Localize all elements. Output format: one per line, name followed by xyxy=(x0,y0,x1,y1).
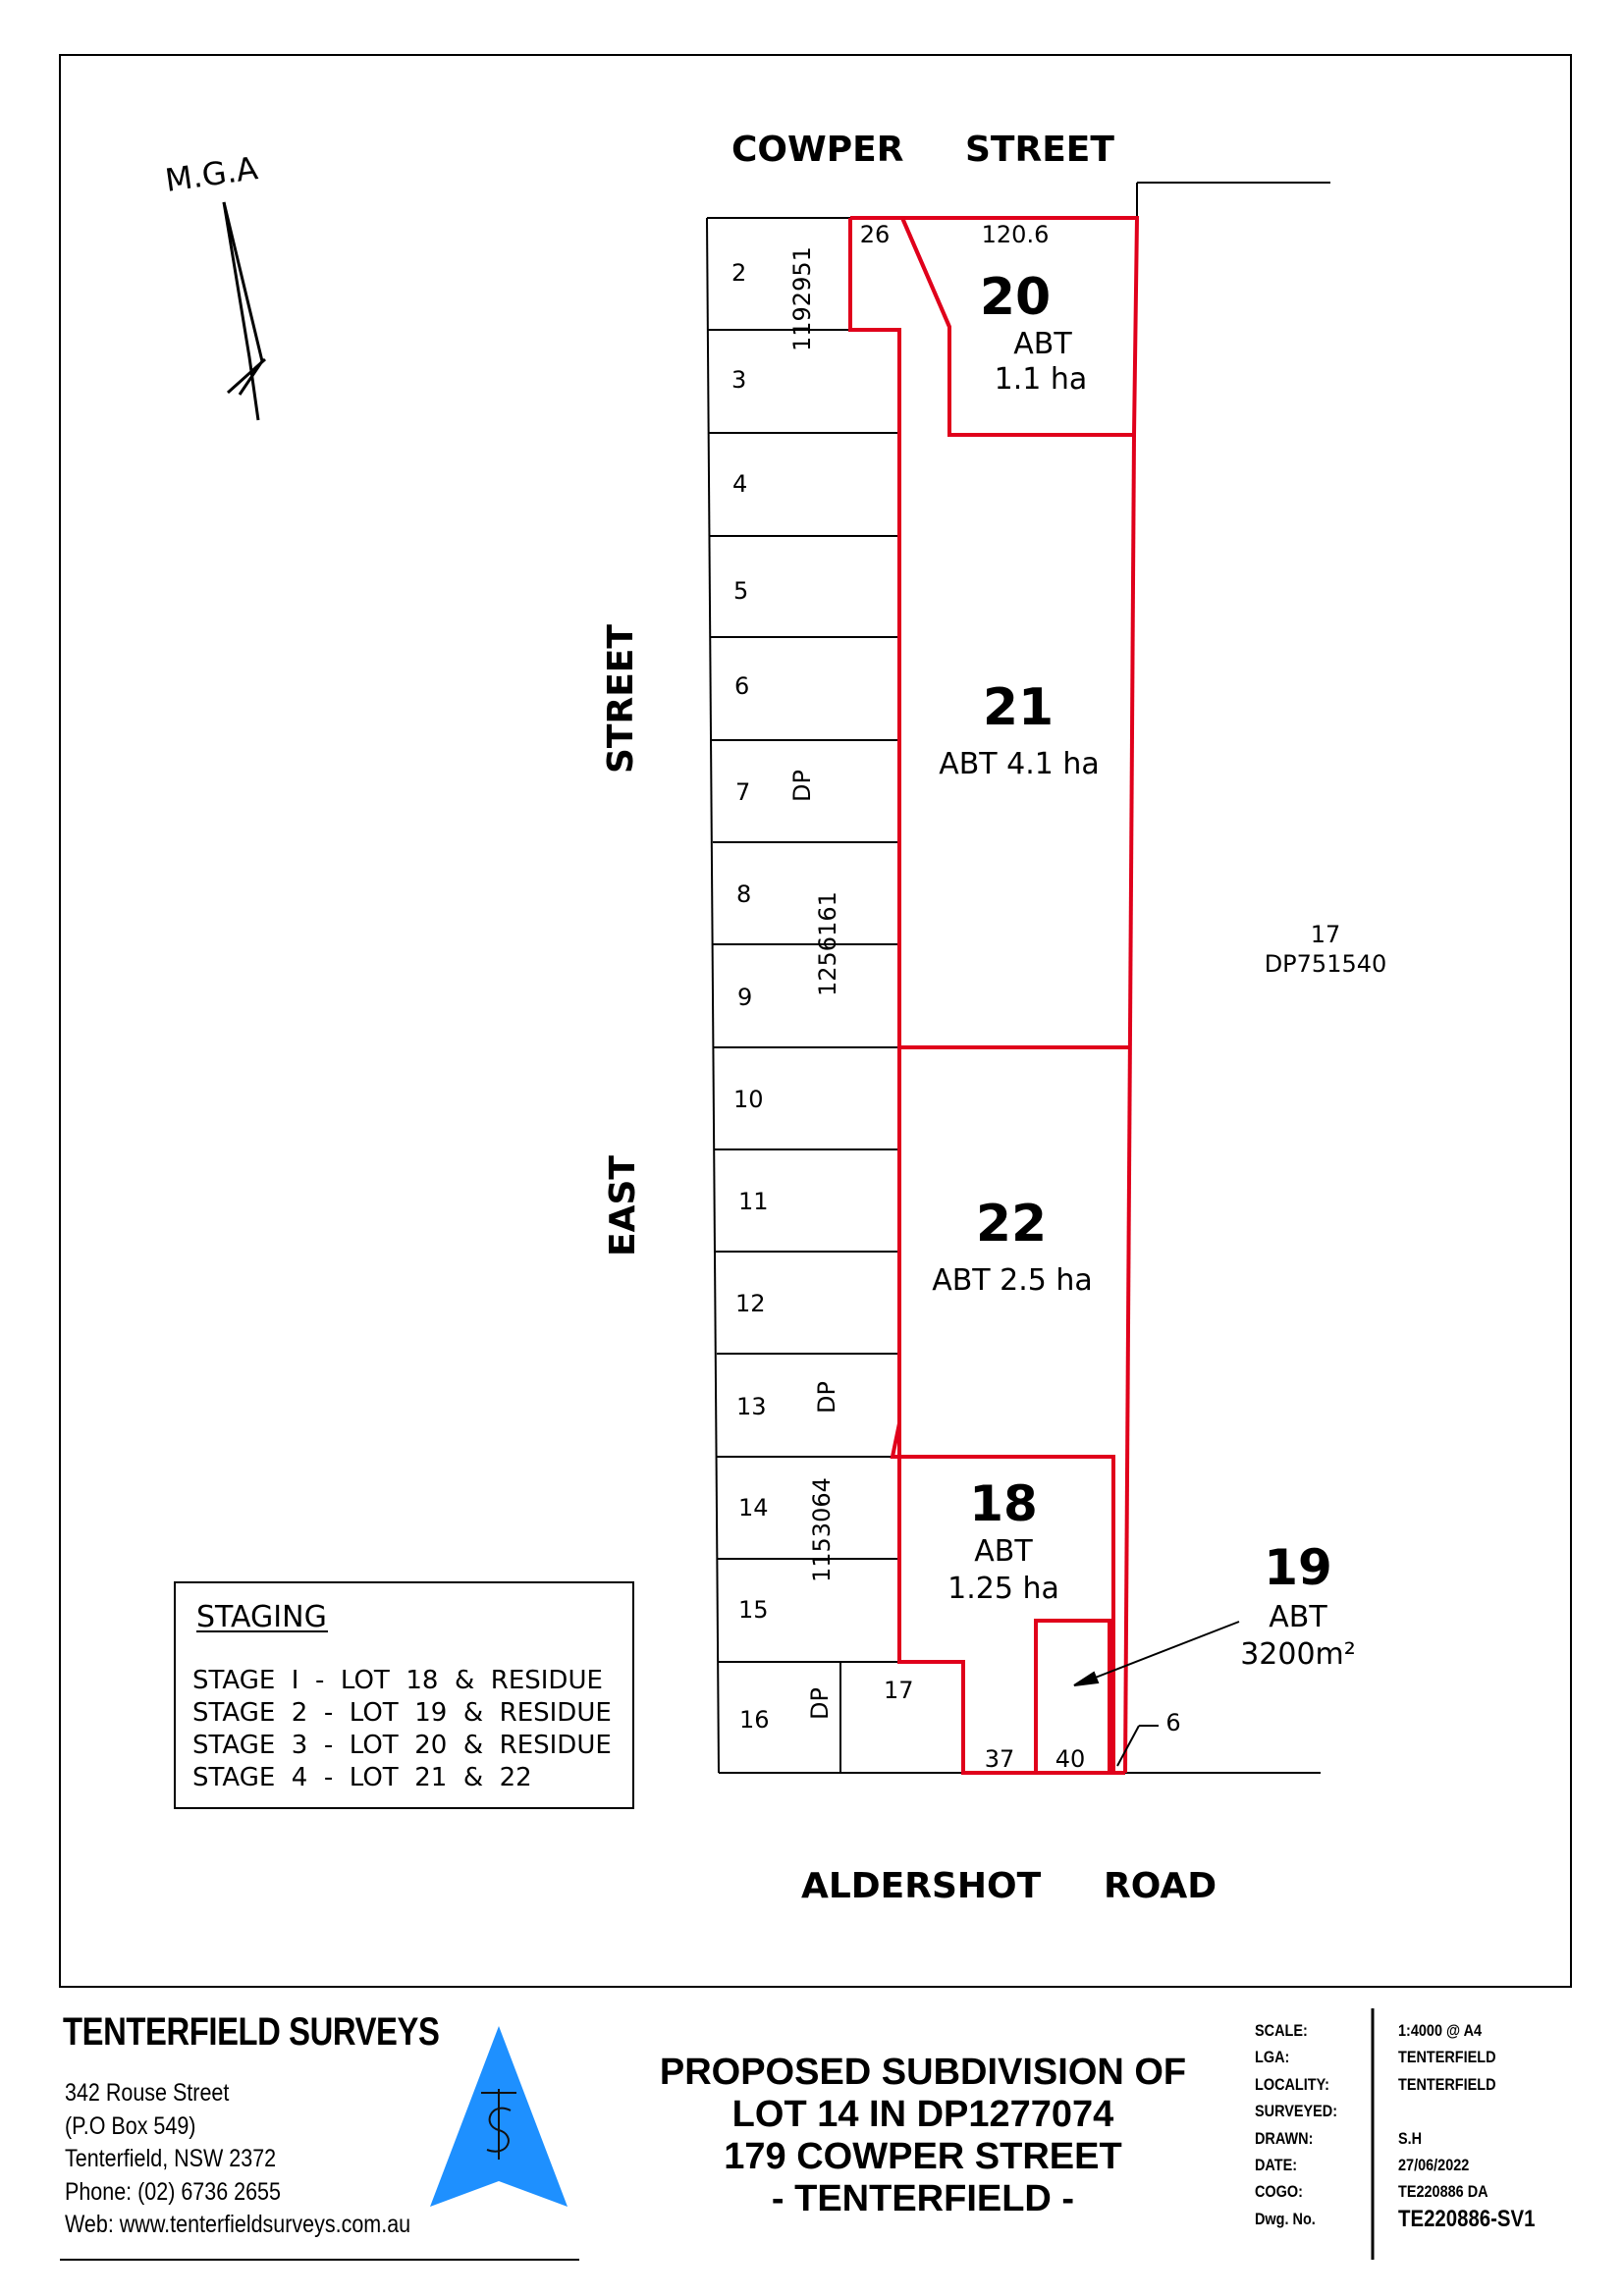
plan-title-line-2: LOT 14 IN DP1277074 xyxy=(731,2094,1114,2135)
plan-title-line-4: - TENTERFIELD - xyxy=(771,2178,1075,2219)
plan-title xyxy=(609,2052,1237,2220)
lot-18-number: 18 xyxy=(969,1475,1038,1532)
lot-20-abt: ABT xyxy=(1013,327,1072,361)
street-west-1: STREET xyxy=(601,624,641,774)
staging-line-1: STAGE I - LOT 18 & RESIDUE xyxy=(192,1666,603,1695)
staging-line-4: STAGE 4 - LOT 21 & 22 xyxy=(192,1763,532,1792)
dimension-6: 6 xyxy=(1165,1709,1181,1736)
adjacent-lot-4: 4 xyxy=(732,470,748,498)
adjacent-lot-10: 10 xyxy=(733,1086,764,1113)
deposited-plan-dp-2: DP xyxy=(813,1381,840,1414)
lot-18-abt: ABT xyxy=(974,1534,1033,1569)
neighbour-plan: DP751540 xyxy=(1264,950,1387,978)
staging-line-3: STAGE 3 - LOT 20 & RESIDUE xyxy=(192,1731,612,1760)
meta-value-date: 27/06/2022 xyxy=(1398,2155,1470,2174)
plan-title-line-3: 179 COWPER STREET xyxy=(724,2136,1122,2177)
meta-value-lga: TENTERFIELD xyxy=(1398,2048,1496,2067)
meta-labels xyxy=(1255,2017,1337,2232)
dimension-120-6: 120.6 xyxy=(981,221,1050,248)
meta-label-locality: LOCALITY: xyxy=(1255,2074,1329,2094)
deposited-plan-1153064: 1153064 xyxy=(808,1477,836,1582)
meta-label-dwg-no: Dwg. No. xyxy=(1255,2209,1316,2228)
adjacent-lot-15: 15 xyxy=(738,1596,769,1624)
adjacent-lot-9: 9 xyxy=(737,984,753,1011)
adjacent-lot-8: 8 xyxy=(736,881,752,908)
lot-21-area: ABT 4.1 ha xyxy=(939,747,1100,781)
meta-value-locality: TENTERFIELD xyxy=(1398,2074,1496,2094)
adjacent-lot-5: 5 xyxy=(733,577,749,605)
meta-label-cogo: COGO: xyxy=(1255,2182,1303,2202)
meta-label-scale: SCALE: xyxy=(1255,2021,1308,2040)
adjacent-lot-7: 7 xyxy=(735,778,751,806)
lot-21-number: 21 xyxy=(982,678,1055,737)
adjacent-lot-6: 6 xyxy=(734,672,750,700)
adjacent-lot-2: 2 xyxy=(731,259,747,287)
north-arrow-label: M.G.A xyxy=(162,149,260,199)
meta-value-surveyed xyxy=(1398,2098,1535,2124)
meta-values xyxy=(1398,2017,1535,2232)
dimension-26: 26 xyxy=(859,221,891,248)
company-logo-icon xyxy=(430,2026,568,2207)
dimension-40: 40 xyxy=(1055,1745,1086,1773)
adjacent-lot-3: 3 xyxy=(731,366,747,394)
north-arrow-icon xyxy=(224,202,265,420)
lot-22-number: 22 xyxy=(975,1195,1048,1254)
lot-19-abt: ABT xyxy=(1269,1600,1327,1634)
adjacent-lot-16: 16 xyxy=(739,1706,770,1734)
deposited-plan-dp-1: DP xyxy=(788,770,816,802)
company-address-line-1: 342 Rouse Street xyxy=(65,2079,230,2107)
dimension-37: 37 xyxy=(984,1745,1015,1773)
street-north-2: STREET xyxy=(965,130,1114,170)
lot-19-leader-arrow-icon xyxy=(1074,1622,1239,1766)
street-north-1: COWPER xyxy=(731,130,904,170)
meta-label-lga: LGA: xyxy=(1255,2048,1290,2067)
lot-18-area: 1.25 ha xyxy=(947,1572,1059,1606)
lot-19-area: 3200m² xyxy=(1240,1637,1356,1672)
lot-19-number: 19 xyxy=(1264,1539,1332,1596)
company-phone: Phone: (02) 6736 2655 xyxy=(65,2177,281,2206)
meta-label-date: DATE: xyxy=(1255,2155,1298,2174)
adjacent-lot-12: 12 xyxy=(735,1290,766,1317)
plan-title-line-1: PROPOSED SUBDIVISION OF xyxy=(659,2052,1187,2093)
company-website[interactable]: Web: www.tenterfieldsurveys.com.au xyxy=(65,2211,411,2238)
neighbour-lot: 17 xyxy=(1310,921,1341,948)
street-south-1: ALDERSHOT xyxy=(801,1866,1042,1906)
meta-label-surveyed: SURVEYED: xyxy=(1255,2102,1338,2121)
lot-20-area: 1.1 ha xyxy=(994,362,1088,397)
meta-value-scale: 1:4000 @ A4 xyxy=(1398,2021,1483,2040)
deposited-plan-1192951: 1192951 xyxy=(788,246,816,351)
deposited-plan-dp-3: DP xyxy=(806,1687,834,1720)
staging-line-2: STAGE 2 - LOT 19 & RESIDUE xyxy=(192,1698,612,1728)
deposited-plan-1256161: 1256161 xyxy=(814,891,841,996)
adjacent-lot-11: 11 xyxy=(738,1188,769,1215)
meta-value-drawn: S.H xyxy=(1398,2128,1423,2148)
lot-22-area: ABT 2.5 ha xyxy=(932,1263,1093,1298)
street-west-2: EAST xyxy=(603,1155,643,1256)
company-address-line-2: (P.O Box 549) xyxy=(65,2111,196,2140)
adjacent-lot-17: 17 xyxy=(884,1677,914,1704)
meta-value-dwg-no: TE220886-SV1 xyxy=(1398,2205,1536,2232)
east-boundary xyxy=(1125,435,1134,1773)
adjacent-lot-14: 14 xyxy=(738,1494,769,1522)
street-south-2: ROAD xyxy=(1104,1866,1217,1906)
company-address xyxy=(65,2077,410,2242)
staging-title: STAGING xyxy=(196,1600,327,1634)
lot-18-boundary-north xyxy=(893,1047,1113,1773)
meta-label-drawn: DRAWN: xyxy=(1255,2128,1314,2148)
lot-20-number: 20 xyxy=(979,268,1052,327)
company-name: TENTERFIELD SURVEYS xyxy=(63,2010,440,2054)
company-address-line-3: Tenterfield, NSW 2372 xyxy=(65,2145,277,2172)
meta-value-cogo: TE220886 DA xyxy=(1398,2182,1488,2202)
adjacent-lot-13: 13 xyxy=(736,1393,767,1420)
